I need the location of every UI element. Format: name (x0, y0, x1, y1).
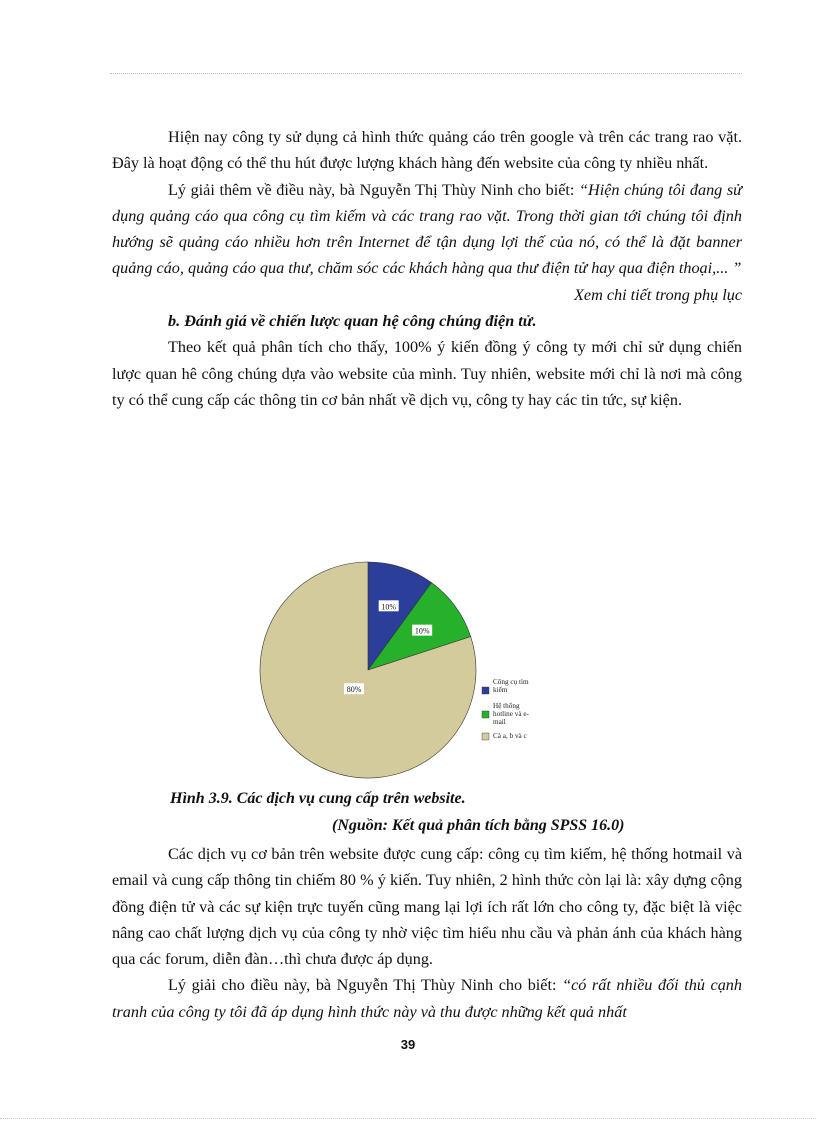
paragraph-pr: Theo kết quả phân tích cho thấy, 100% ý kiến đồng ý công ty mới chỉ sử dụng chiến lược quan hê công chúng dựa vào website của mình. Tuy nhiên, website mới chỉ là nơi mà công ty có thể cung cấp các thông tin cơ bản nhất về dịch vụ, công ty hay các tin tức, sự kiện. (112, 338, 742, 409)
paragraph-services: Các dịch vụ cơ bản trên website được cung cấp: công cụ tìm kiếm, hệ thống hotmail và email và cung cấp thông tin chiếm 80 % ý kiến. Tuy nhiên, 2 hình thức còn lại là: xây dựng cộng đồng điện tử và các sự kiện trực tuyến cũng mang lại lợi ích rất lớn cho công ty, đặc biệt là việc nâng cao chất lượng dịch vụ của công ty nhờ việc tìm hiểu nhu cầu và phản ánh của khách hàng qua các forum, diễn đàn…thì chưa được áp dụng. (112, 845, 742, 969)
interview-quote-2: “có rất nhiều đối thủ cạnh tranh của công ty tôi đã áp dụng hình thức này và thu được những kết quả nhất (112, 976, 742, 1021)
chart-legend (482, 678, 530, 740)
legend-label-3: Cả a, b và c (493, 732, 527, 740)
legend-swatch-2 (482, 711, 489, 718)
section-heading-b: b. Đánh giá về chiến lược quan hệ công chúng điện tử. (168, 312, 537, 331)
slice-label-1: 10% (381, 602, 397, 612)
paragraph-interview-2 (112, 972, 742, 1025)
pie-slices (260, 562, 476, 778)
paragraph-ads: Hiện nay công ty sử dụng cả hình thức quảng cáo trên google và trên các trang rao vặt. Đây là hoạt động có thể thu hút được lượng khách hàng đến website của công ty nhiều nhất. (112, 128, 742, 173)
body-text-top (112, 124, 742, 413)
slice-label-3: 80% (346, 685, 362, 695)
header-rule (110, 73, 742, 74)
footer-rule (0, 1118, 816, 1119)
interview-quote: “Hiện chúng tôi đang sử dụng quảng cáo qua công cụ tìm kiếm và các trang rao vặt. Trong thời gian tới chúng tôi định hướng sẽ quảng cáo nhiều hơn trên Internet để tận dụng lợi thế của nó, có thể là đặt banner quảng cáo, quảng cáo qua thư, chăm sóc các khách hàng qua thư điện tử hay qua điện thoại,... ” (112, 180, 743, 278)
figure-source: (Nguồn: Kết quả phân tích bằng SPSS 16.0) (332, 817, 625, 834)
pie-chart (258, 552, 558, 782)
legend-label-1: Công cụ tìm kiếm (493, 678, 529, 694)
paragraph-interview-1 (112, 177, 742, 282)
figure-caption: Hình 3.9. Các dịch vụ cung cấp trên website. (170, 790, 466, 807)
interview-lead-2: Lý giải cho điều này, bà Nguyễn Thị Thùy Ninh cho biết: (168, 976, 563, 995)
see-appendix-note: Xem chi tiết trong phụ lục (574, 285, 742, 304)
page-number: 39 (400, 1037, 416, 1052)
slice-label-2: 10% (414, 626, 430, 636)
legend-label-2: Hệ thống hotline và e-mail (493, 702, 529, 726)
legend-swatch-3 (482, 733, 489, 740)
body-text-bottom (112, 841, 742, 1025)
legend-swatch-1 (482, 687, 489, 694)
interview-lead: Lý giải thêm về điều này, bà Nguyễn Thị Thùy Ninh cho biết: (168, 180, 579, 199)
